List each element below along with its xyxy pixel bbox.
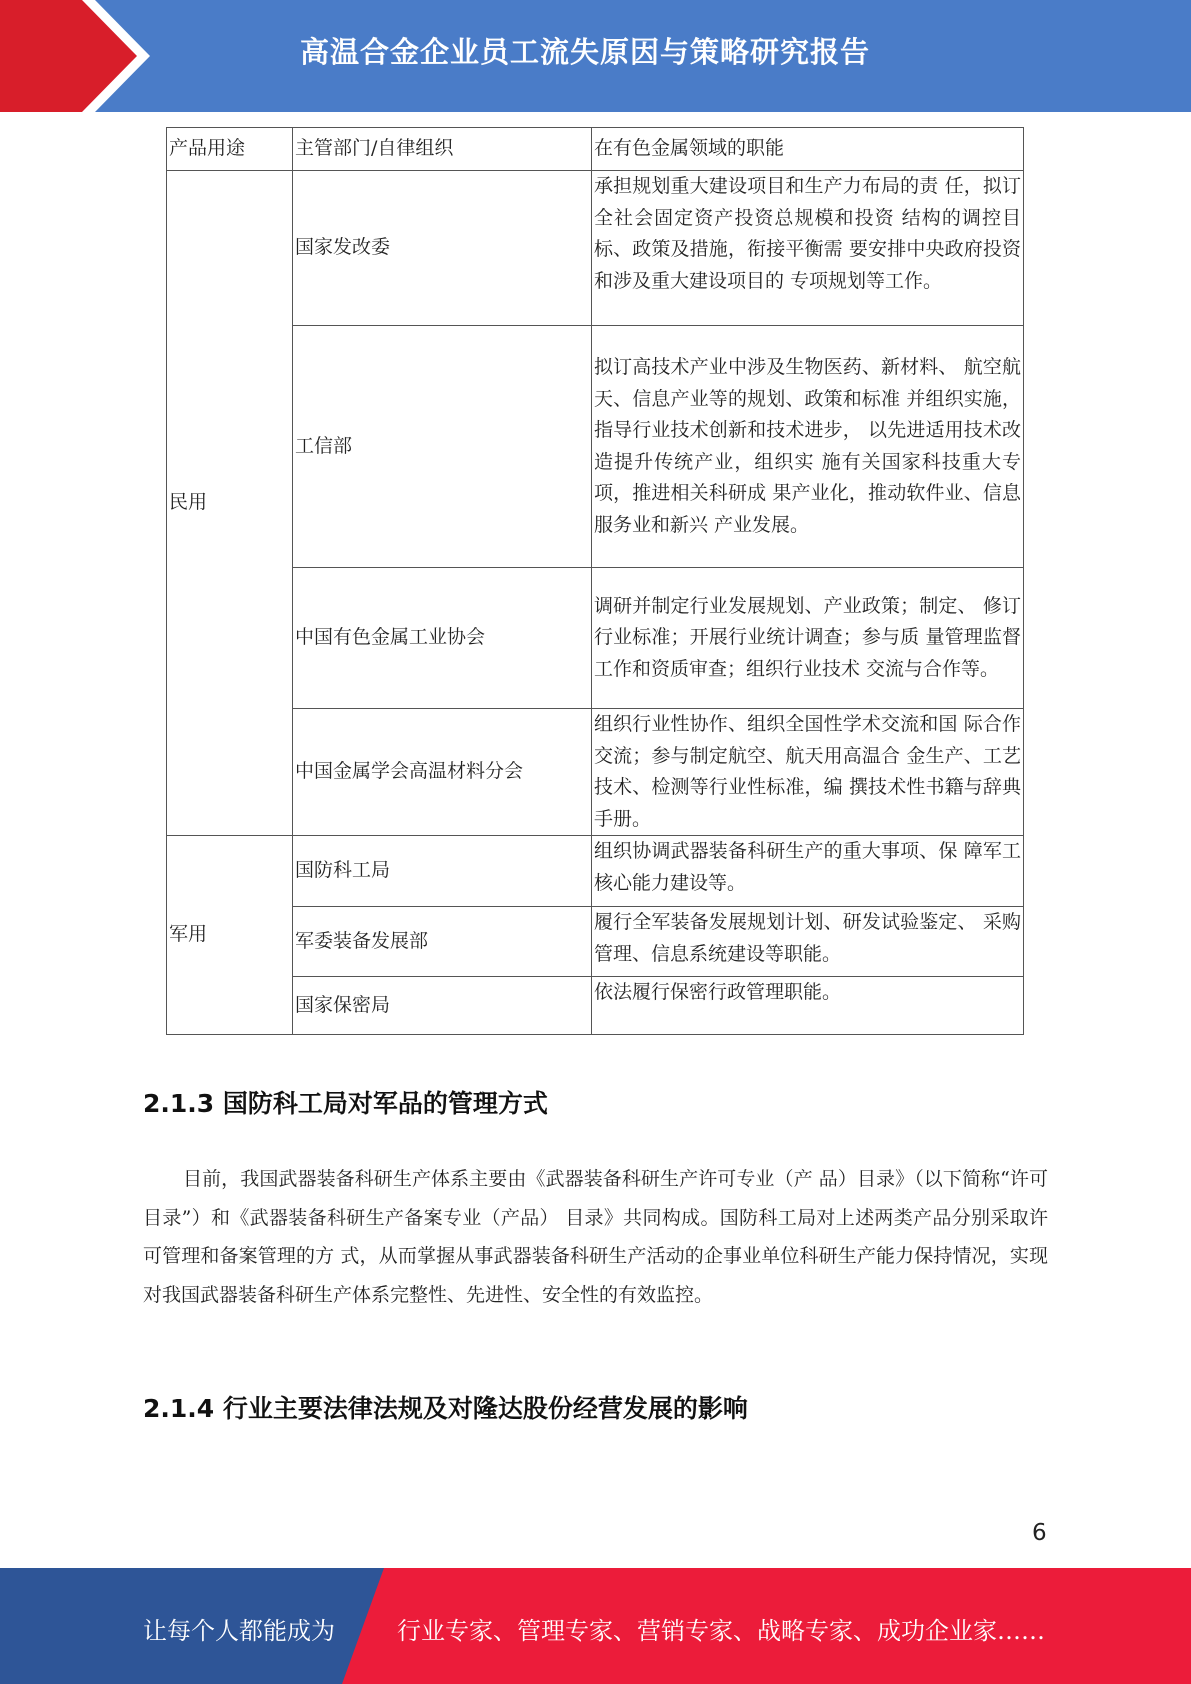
dept-cell: 军委装备发展部 [293,907,592,977]
table-row [167,907,1024,977]
page-number: 6 [1032,1520,1047,1546]
dept-cell: 国家保密局 [293,977,592,1035]
table-row [167,568,1024,709]
footer-slogan-right: 行业专家、管理专家、营销专家、战略专家、成功企业家…… [397,1617,1045,1645]
table-row [167,836,1024,907]
function-cell: 履行全军装备发展规划计划、研发试验鉴定、 采购管理、信息系统建设等职能。 [592,907,1024,977]
table-row [167,709,1024,836]
table-row [167,977,1024,1035]
dept-cell: 国防科工局 [293,836,592,907]
table-header-row [167,128,1024,171]
function-cell: 组织行业性协作、组织全国性学术交流和国 际合作交流；参与制定航空、航天用高温合 金生产、工艺技术、检测等行业性标准，编 撰技术性书籍与辞典手册。 [592,709,1024,836]
function-cell: 组织协调武器装备科研生产的重大事项、保 障军工核心能力建设等。 [592,836,1024,907]
function-cell: 依法履行保密行政管理职能。 [592,977,1024,1035]
header-cell-use: 产品用途 [167,128,293,171]
section-heading-2-1-3: 2.1.3 国防科工局对军品的管理方式 [143,1089,548,1118]
report-title: 高温合金企业员工流失原因与策略研究报告 [300,35,871,69]
dept-cell: 中国金属学会高温材料分会 [293,709,592,836]
header-cell-function: 在有色金属领域的职能 [592,128,1024,171]
use-cell-civil: 民用 [167,171,293,836]
section-paragraph: 目前，我国武器装备科研生产体系主要由《武器装备科研生产许可专业（产 品）目录》（以下简称“许可目录”）和《武器装备科研生产备案专业（产品） 目录》共同构成。国防科工局对上述两类产品分别采取许可管理和备案管理的方 式，从而掌握从事武器装备科研生产活动的企事业单位科研生产能力保持情况，实现对我国武器装备科研生产体系完整性、先进性、安全性的有效监控。 [143,1168,1048,1306]
table-row [167,171,1024,326]
function-cell: 调研并制定行业发展规划、产业政策；制定、 修订行业标准；开展行业统计调查；参与质 量管理监督工作和资质审查；组织行业技术 交流与合作等。 [592,568,1024,709]
function-cell: 拟订高技术产业中涉及生物医药、新材料、 航空航天、信息产业等的规划、政策和标准 并组织实施，指导行业技术创新和技术进步， 以先进适用技术改造提升传统产业，组织实 施有关国家科技重大专项，推进相关科研成 果产业化，推动软件业、信息服务业和新兴 产业发展。 [592,326,1024,568]
page-header [0,0,1191,112]
table-row [167,326,1024,568]
function-cell: 承担规划重大建设项目和生产力布局的责 任，拟订全社会固定资产投资总规模和投资 结构的调控目标、政策及措施，衔接平衡需 要安排中央政府投资和涉及重大建设项目的 专项规划等工作。 [592,171,1024,326]
page-footer [0,1568,1191,1684]
header-red-chevron [0,0,170,112]
dept-cell: 国家发改委 [293,171,592,326]
dept-cell: 中国有色金属工业协会 [293,568,592,709]
regulatory-bodies-table [166,127,1024,1035]
section-heading-2-1-4: 2.1.4 行业主要法律法规及对隆达股份经营发展的影响 [143,1394,748,1423]
use-cell-military: 军用 [167,836,293,1035]
dept-cell: 工信部 [293,326,592,568]
header-cell-dept: 主管部门/自律组织 [293,128,592,171]
footer-slogan-left: 让每个人都能成为 [143,1617,335,1645]
